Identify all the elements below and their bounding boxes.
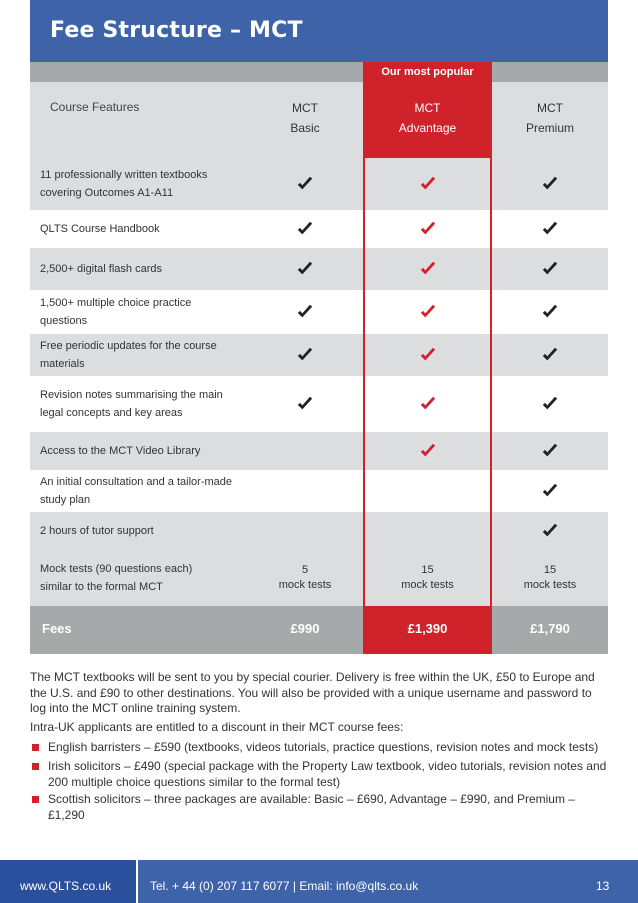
feature-label-line: materials <box>40 358 85 370</box>
mock-tests-premium <box>492 563 608 593</box>
feature-label <box>40 473 250 509</box>
feature-label-line: Free periodic updates for the course <box>40 340 217 352</box>
checkmark-icon-premium <box>541 260 559 278</box>
mock-tests-line: mock tests <box>523 579 577 591</box>
table-row <box>30 512 608 550</box>
feature-label-line: similar to the formal MCT <box>40 581 163 593</box>
bullet-square-icon <box>32 744 39 751</box>
feature-label-line: Mock tests (90 questions each) <box>40 563 193 575</box>
table-row <box>30 290 608 334</box>
bullet-text: Irish solicitors – £490 (special package with the Property Law textbook, video tutorials, revision notes and 200 multiple choice questions similar to the formal test) <box>48 759 607 789</box>
checkmark-icon-premium <box>541 395 559 413</box>
checkmark-icon-basic <box>296 395 314 413</box>
feature-label <box>40 386 250 422</box>
mock-tests-line: 15 <box>543 564 557 576</box>
checkmark-icon-basic <box>296 303 314 321</box>
mock-tests-line: 15 <box>421 564 434 576</box>
feature-label-line: 1,500+ multiple choice practice <box>40 297 192 309</box>
table-row <box>30 432 608 470</box>
mock-tests-line: 5 <box>301 564 309 576</box>
footer-website-link[interactable]: www.QLTS.co.uk <box>20 879 112 893</box>
feature-label <box>40 522 250 540</box>
feature-label <box>40 560 250 596</box>
discount-intro: Intra-UK applicants are entitled to a discount in their MCT course fees: <box>30 720 404 734</box>
page-title: Fee Structure – MCT <box>50 18 303 43</box>
table-row <box>30 210 608 248</box>
table-row <box>30 158 608 210</box>
feature-label <box>40 337 250 373</box>
checkmark-icon-premium <box>541 442 559 460</box>
table-row <box>30 470 608 512</box>
bullet-square-icon <box>32 763 39 770</box>
feature-label <box>40 260 250 278</box>
column-premium-line1: MCT <box>537 101 563 115</box>
checkmark-icon-basic <box>296 175 314 193</box>
column-header-premium <box>492 98 608 138</box>
table-row-mock-tests <box>30 550 608 606</box>
delivery-paragraph: The MCT textbooks will be sent to you by special courier. Delivery is free within the UK, £50 to Europe and the U.S. and £90 to other destinations. You will also be provided with a unique username and password to log into the MCT online training system. <box>30 670 595 715</box>
column-basic-line2: Basic <box>290 121 320 135</box>
table-row <box>30 248 608 290</box>
mock-tests-line: mock tests <box>278 579 332 591</box>
checkmark-icon-premium <box>541 303 559 321</box>
bullet-item <box>30 792 608 824</box>
most-popular-label: Our most popular <box>363 62 492 82</box>
fees-label: Fees <box>42 621 72 636</box>
checkmark-icon-premium <box>541 175 559 193</box>
column-advantage-line2: Advantage <box>398 121 457 135</box>
advantage-column-outline <box>363 82 492 606</box>
column-advantage-line1: MCT <box>414 101 441 115</box>
checkmark-icon-basic <box>296 260 314 278</box>
fee-advantage: £1,390 <box>407 621 448 636</box>
feature-label-line: 2,500+ digital flash cards <box>40 263 162 275</box>
feature-label-line: Revision notes summarising the main <box>40 389 223 401</box>
table-row <box>30 334 608 376</box>
feature-label-line: 2 hours of tutor support <box>40 525 154 537</box>
feature-label <box>40 220 250 238</box>
footer-contact: Tel. + 44 (0) 207 117 6077 | Email: info@qlts.co.uk <box>150 879 419 893</box>
feature-label-line: questions <box>40 315 88 327</box>
column-premium-line2: Premium <box>525 121 574 135</box>
feature-label-line: 11 professionally written textbooks <box>40 169 208 181</box>
checkmark-icon-premium <box>541 346 559 364</box>
feature-label <box>40 442 250 460</box>
checkmark-icon-premium <box>541 522 559 540</box>
column-header-basic <box>247 98 363 138</box>
feature-label <box>40 294 250 330</box>
bullet-square-icon <box>32 796 39 803</box>
bullet-item <box>30 740 608 756</box>
feature-label-line: Access to the MCT Video Library <box>40 445 201 457</box>
page-header <box>30 0 608 62</box>
column-basic-line1: MCT <box>292 101 318 115</box>
feature-label-line: QLTS Course Handbook <box>40 223 160 235</box>
feature-label-line: legal concepts and key areas <box>40 407 183 419</box>
bullet-text: English barristers – £590 (textbooks, videos tutorials, practice questions, revision notes and mock tests) <box>48 740 599 754</box>
footer-divider <box>136 860 138 903</box>
course-features-heading: Course Features <box>50 100 140 114</box>
checkmark-icon-basic <box>296 346 314 364</box>
checkmark-icon-premium <box>541 482 559 500</box>
feature-label-line: study plan <box>40 494 91 506</box>
table-top-bar <box>30 62 608 82</box>
fee-premium: £1,790 <box>530 621 570 636</box>
page-number: 13 <box>596 879 610 893</box>
feature-label-line: covering Outcomes A1-A11 <box>40 187 174 199</box>
table-row <box>30 376 608 432</box>
feature-label <box>40 166 250 202</box>
mock-tests-basic <box>247 563 363 593</box>
feature-label-line: An initial consultation and a tailor-made <box>40 476 233 488</box>
checkmark-icon-premium <box>541 220 559 238</box>
fee-basic: £990 <box>290 621 320 636</box>
bullet-text: Scottish solicitors – three packages are available: Basic – £690, Advantage – £990, and Premium – £1,290 <box>48 792 575 822</box>
bullet-item <box>30 759 608 791</box>
checkmark-icon-basic <box>296 220 314 238</box>
mock-tests-line: mock tests <box>401 579 454 591</box>
